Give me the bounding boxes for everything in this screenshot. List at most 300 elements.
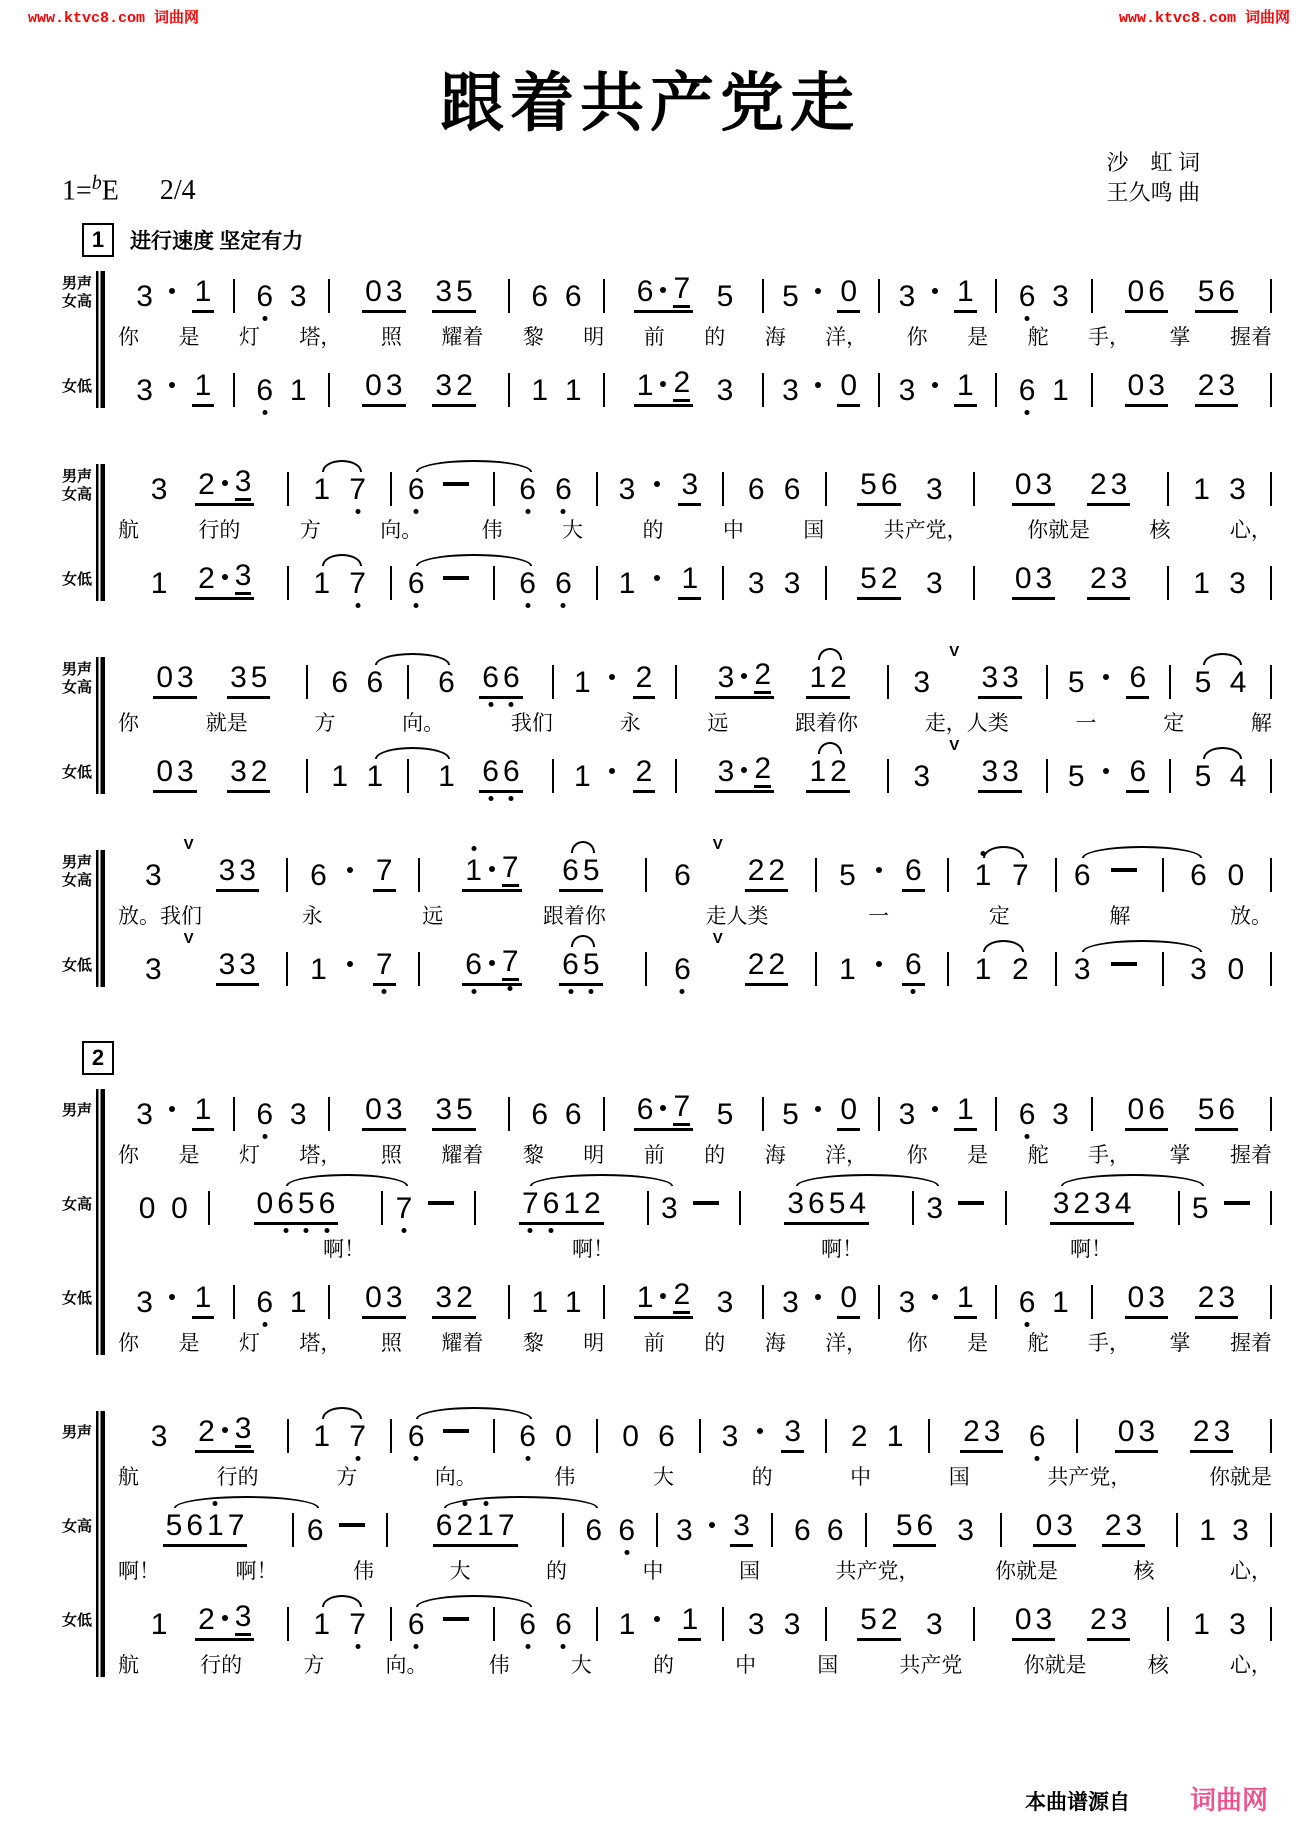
note-token: 1: [681, 1603, 699, 1637]
note-token: 6: [407, 1420, 425, 1454]
note-token: 6: [531, 1098, 549, 1132]
note-beam-group: [634, 1090, 693, 1131]
note-beam-group: [559, 948, 602, 986]
note-token: 6: [435, 1509, 453, 1543]
note-token: 3: [136, 374, 153, 408]
note-beam-group: [715, 752, 774, 793]
note-token: 1: [956, 1093, 974, 1127]
measure: [118, 1087, 233, 1134]
lyric-syllable: 你: [118, 711, 139, 736]
note-beam-group: [362, 1281, 405, 1319]
note-token: 3: [783, 1608, 801, 1642]
system-body: [30, 643, 1272, 796]
duration-dot: [660, 1293, 666, 1299]
duration-dash: [443, 1617, 469, 1621]
note-token: 1: [313, 1608, 331, 1642]
note-beam-group: [1012, 468, 1055, 506]
note-token: 5: [860, 468, 877, 502]
lyric-syllable: 大: [570, 1653, 592, 1678]
note-beam-group: [1050, 1187, 1135, 1225]
lyric-syllable: 共产党: [899, 1653, 963, 1678]
lyric-syllable: 塔，: [299, 1331, 342, 1356]
duration-dot: [1103, 674, 1109, 680]
note-beam-group: [153, 661, 196, 699]
key-signature: [62, 172, 196, 207]
duration-dot: [347, 961, 353, 967]
note-token: 3: [661, 1192, 678, 1226]
note-token: 3: [1229, 1608, 1246, 1642]
measure: [701, 1409, 825, 1456]
note-token: 6: [794, 1514, 811, 1548]
note-token: 1: [150, 1608, 168, 1642]
voice-label-text: 男声: [61, 468, 92, 485]
note-token: 0: [1117, 1415, 1135, 1449]
lyric-syllable: 向。: [402, 711, 445, 736]
note-token: 6: [256, 1098, 274, 1132]
system-body: [30, 462, 1272, 603]
lyric-syllable: 伟: [353, 1559, 374, 1584]
lyric-syllable: 大: [562, 518, 584, 543]
note-token: 6: [1218, 275, 1236, 309]
duration-dash: [1224, 1201, 1250, 1205]
note-token: 3: [136, 1098, 153, 1132]
duration-dot: [932, 1294, 938, 1300]
measure: [118, 1503, 292, 1550]
bar-line: [1270, 279, 1272, 313]
note-beam-group: [1125, 369, 1168, 407]
note-token: 6: [826, 1514, 844, 1548]
measure: [598, 462, 722, 509]
note-token: 3: [1218, 1281, 1236, 1315]
note-token: 6: [905, 854, 922, 888]
duration-dot: [222, 574, 228, 580]
note-beam-group: [745, 948, 788, 986]
measure: [677, 749, 887, 796]
note-token: 6: [674, 859, 691, 893]
lyric-syllable: 远: [422, 904, 444, 929]
measure: [118, 1597, 287, 1644]
note-token: 2: [830, 661, 847, 695]
note-beam-group: [1102, 1509, 1145, 1547]
duration-dot: [660, 287, 666, 293]
lyric-syllable: 耀着: [441, 325, 484, 350]
voice-label-text: 女高: [61, 872, 92, 889]
note-token: 1: [289, 374, 307, 408]
note-token: 3: [230, 661, 247, 695]
note-beam-group: [715, 658, 774, 699]
watermark-top-left: www.ktvc8.com 词曲网: [28, 10, 200, 27]
score-systems: [0, 223, 1300, 1679]
lyric-syllable: 照: [380, 1143, 402, 1168]
note-token: 3: [435, 1281, 453, 1315]
measure: [1093, 1087, 1270, 1134]
lyrics-cells: [118, 1649, 1272, 1679]
note-token: 6: [256, 280, 274, 314]
lyric-syllable: 你: [906, 325, 928, 350]
lyric-syllable: 你: [906, 1331, 928, 1356]
note-token: 6: [542, 1187, 560, 1221]
measure: [817, 848, 947, 895]
note-token: 3: [1002, 661, 1019, 695]
note-token: 6: [562, 854, 579, 888]
note-token: 3: [1002, 755, 1019, 789]
note-beam-group: [195, 1600, 254, 1641]
breath-mark-icon: V: [712, 930, 723, 948]
note-token: 3: [1035, 1603, 1053, 1637]
note-token: 2: [198, 1603, 215, 1637]
duration-dash: [443, 482, 469, 486]
note-beam-group: [1190, 1415, 1233, 1453]
duration-dot: [347, 867, 353, 873]
watermark-top-right: www.ktvc8.com 词曲网: [1118, 10, 1290, 27]
note-beam-group: [678, 562, 701, 600]
note-token: 0: [1127, 1281, 1145, 1315]
measure: [817, 942, 947, 989]
note-token: 0: [840, 275, 858, 309]
note-token: 7: [375, 948, 393, 982]
note-token: 3: [177, 661, 194, 695]
note-token: 1: [886, 1420, 904, 1454]
bar-line: [1270, 1607, 1272, 1641]
note-beam-group: [781, 1415, 804, 1453]
note-token: 3: [150, 473, 168, 507]
bar-line: [1270, 858, 1272, 892]
note-beam-group: [519, 1187, 604, 1225]
note-beam-group: [216, 854, 259, 892]
lyric-syllable: 握着: [1229, 1331, 1272, 1356]
note-token: 7: [375, 854, 393, 888]
note-token: 5: [582, 948, 600, 982]
note-token: 3: [385, 369, 403, 403]
measure: [330, 1087, 507, 1134]
lyric-syllable: 我们: [510, 711, 553, 736]
key-note: E: [101, 175, 119, 207]
note-token: 7: [349, 473, 366, 507]
note-token: 0: [1227, 953, 1245, 987]
measure: [880, 269, 995, 316]
duration-dot: [741, 767, 747, 773]
duration-dash: [339, 1523, 365, 1527]
measure: [330, 1275, 507, 1322]
measure: [997, 269, 1091, 316]
note-token: 2: [250, 755, 268, 789]
note-token: 3: [898, 374, 916, 408]
duration-dash: [443, 1429, 469, 1433]
bar-line: [1270, 1191, 1272, 1225]
note-token: 6: [331, 666, 348, 700]
note-token: 3: [289, 1098, 307, 1132]
note-token: 1: [1193, 567, 1210, 601]
measure: [764, 269, 879, 316]
lyric-syllable: 的: [704, 1143, 726, 1168]
lyric-syllable: 手，: [1088, 1143, 1131, 1168]
note-token: 6: [1018, 280, 1036, 314]
measure: [1002, 1503, 1176, 1550]
note-token: 1: [839, 953, 856, 987]
note-token: 3: [1110, 1603, 1128, 1637]
voice-label-text: 女高: [61, 293, 92, 310]
bar-line: [1270, 1419, 1272, 1453]
note-beam-group: [192, 369, 215, 407]
note-beam-group: [678, 468, 701, 506]
lyric-syllable: 航: [118, 518, 139, 543]
note-token: 0: [1127, 1093, 1145, 1127]
measure: [1078, 1409, 1270, 1456]
note-token: 3: [898, 1098, 916, 1132]
note-beam-group: [633, 661, 656, 699]
note-token: 6: [555, 473, 572, 507]
lyric-syllable: 啊！: [323, 1237, 365, 1262]
note-token: 6: [808, 1187, 825, 1221]
note-beam-group: [559, 854, 602, 892]
note-token: 3: [1056, 1509, 1074, 1543]
duration-dash: [1111, 962, 1137, 966]
voice-label-text: 女低: [61, 571, 92, 588]
note-beam-group: [163, 1509, 248, 1547]
lyric-syllable: 国: [803, 518, 825, 543]
note-token: 3: [747, 1608, 765, 1642]
lyric-syllable: 掌: [1169, 1331, 1191, 1356]
note-token: 3: [1229, 567, 1246, 601]
duration-dash: [443, 576, 469, 580]
note-token: 1: [956, 369, 974, 403]
source-label: 本曲谱源自: [1024, 1790, 1130, 1814]
note-token: 2: [198, 562, 215, 596]
note-token: 3: [1110, 562, 1128, 596]
note-token: 5: [828, 1187, 846, 1221]
lyric-syllable: 你就是: [995, 1559, 1058, 1584]
lyrics-cells: [118, 1327, 1272, 1357]
measure: [388, 1503, 562, 1550]
lyric-syllable: 解: [1109, 904, 1131, 929]
note-token: 1: [1193, 473, 1210, 507]
note-token: 3: [717, 755, 735, 789]
slur-arc: [530, 1174, 673, 1186]
note-token: 0: [840, 369, 858, 403]
lyric-syllable: 耀着: [441, 1143, 484, 1168]
measure: [118, 363, 233, 410]
note-beam-group: [432, 1093, 475, 1131]
note-token: 2: [1197, 1281, 1215, 1315]
slur-arc: [571, 935, 596, 947]
note-token: 6: [1148, 1093, 1165, 1127]
lyric-syllable: 是: [967, 325, 989, 350]
notation-line: [30, 1409, 1272, 1456]
notation-line: [30, 1087, 1272, 1134]
measure: [827, 1409, 928, 1456]
lyric-syllable: 明: [583, 325, 605, 350]
note-token: 1: [331, 760, 348, 794]
note-token: 1: [974, 953, 992, 987]
note-token: 3: [925, 1608, 943, 1642]
measure: [598, 556, 722, 603]
notation-line: [30, 1181, 1272, 1228]
lyric-syllable: 大: [652, 1465, 674, 1490]
note-token: 3: [1035, 562, 1053, 596]
note-token: 0: [1127, 369, 1145, 403]
note-token: 0: [622, 1420, 639, 1454]
voice-label-text: 女低: [61, 1612, 92, 1629]
notation-line: [30, 363, 1272, 410]
notation-line: [30, 269, 1272, 316]
note-token: 1: [1193, 1608, 1210, 1642]
note-token: 2: [830, 755, 847, 789]
note-token: 5: [782, 1098, 799, 1132]
note-token: 3: [1073, 953, 1091, 987]
note-token: 6: [407, 1608, 425, 1642]
note-beam-group: [784, 1187, 869, 1225]
note-beam-group: [254, 1187, 339, 1225]
note-token: 3: [385, 1281, 403, 1315]
lyric-syllable: 洋，: [825, 1331, 868, 1356]
duration-dot: [932, 288, 938, 294]
voice-label-text: 男声: [61, 1102, 92, 1119]
note-token: 3: [1125, 1509, 1143, 1543]
lyric-syllable: 前: [643, 325, 665, 350]
note-token: 3: [235, 1600, 252, 1636]
lyric-syllable: 是: [178, 325, 200, 350]
note-token: 3: [717, 661, 735, 695]
lyrics-cells: [118, 900, 1272, 930]
duration-dash: [1111, 868, 1137, 872]
lyric-syllable: 国: [739, 1559, 760, 1584]
breath-mark-icon: V: [183, 836, 194, 854]
voice-label-text: 女低: [61, 764, 92, 781]
system-body: [30, 836, 1272, 989]
note-token: 2: [1197, 369, 1215, 403]
measure: [724, 1597, 825, 1644]
note-token: 6: [1129, 755, 1147, 789]
note-token: 1: [563, 1187, 580, 1221]
note-beam-group: [745, 854, 788, 892]
site-logo[interactable]: 词曲网: [1189, 1786, 1268, 1815]
bar-line: [1270, 1513, 1272, 1547]
note-token: 3: [784, 1415, 802, 1449]
lyric-syllable: 的: [704, 325, 726, 350]
measure: [1093, 269, 1270, 316]
note-token: 5: [165, 1509, 183, 1543]
measure: [288, 848, 418, 895]
note-token: 5: [297, 1187, 315, 1221]
note-token: 5: [456, 275, 473, 309]
note-token: 0: [1014, 562, 1032, 596]
measure: [510, 1087, 604, 1134]
note-token: 1: [1052, 374, 1069, 408]
note-token: 3: [144, 953, 162, 987]
lyric-syllable: 啊！: [118, 1559, 160, 1584]
lyric-syllable: 行的: [198, 518, 241, 543]
measure: [914, 1181, 1004, 1228]
lyric-syllable: 跟着你: [542, 904, 606, 929]
lyric-syllable: 心，: [1229, 1653, 1272, 1678]
note-beam-group: [1195, 1281, 1238, 1319]
lyrics-line: [30, 1233, 1272, 1263]
lyrics-line: [30, 1139, 1272, 1169]
note-token: 1: [465, 854, 482, 888]
lyric-syllable: 是: [967, 1143, 989, 1168]
voice-label: [30, 378, 92, 396]
lyric-syllable: 你: [906, 1143, 928, 1168]
note-beam-group: [1087, 562, 1130, 600]
measure: [647, 836, 815, 895]
measure: [235, 1087, 329, 1134]
note-token: 7: [349, 1608, 366, 1642]
measure: [1093, 363, 1270, 410]
measure: [235, 269, 329, 316]
note-token: 6: [916, 1509, 934, 1543]
note-token: 3: [1218, 369, 1236, 403]
note-beam-group: [1125, 1093, 1168, 1131]
note-beam-group: [153, 755, 196, 793]
lyric-syllable: 永: [619, 711, 641, 736]
voice-label-text: 女高: [61, 1518, 92, 1535]
note-token: 6: [1190, 859, 1207, 893]
lyric-syllable: 海: [764, 1331, 786, 1356]
lyric-syllable: 你: [118, 325, 139, 350]
duration-dot: [932, 1106, 938, 1112]
measure: [118, 930, 286, 989]
lyric-syllable: 放。我们: [118, 904, 202, 929]
note-token: 6: [482, 755, 499, 789]
note-token: 1: [681, 562, 699, 596]
note-token: 0: [138, 1192, 156, 1226]
slur-arc: [174, 1496, 319, 1508]
note-token: 6: [564, 1098, 582, 1132]
note-token: 1: [574, 760, 591, 794]
voice-label-text: 女高: [61, 679, 92, 696]
note-token: 7: [349, 1420, 366, 1454]
note-token: 1: [564, 374, 582, 408]
note-token: 1: [956, 275, 974, 309]
note-token: 1: [438, 760, 455, 794]
note-token: 6: [519, 1420, 536, 1454]
note-beam-group: [479, 755, 522, 793]
lyric-syllable: 定: [1163, 711, 1185, 736]
measure: [605, 269, 761, 316]
note-token: 3: [1052, 1098, 1069, 1132]
note-token: 7: [673, 272, 690, 308]
note-token: 1: [809, 755, 827, 789]
voice-label-text: 女低: [61, 1290, 92, 1307]
note-token: 6: [482, 661, 499, 695]
note-token: 2: [198, 468, 215, 502]
note-token: 5: [1197, 1093, 1215, 1127]
lyric-syllable: 你: [118, 1143, 139, 1168]
duration-dot: [876, 961, 882, 967]
measure: [649, 1181, 739, 1228]
note-token: 3: [957, 1514, 974, 1548]
measure: [118, 836, 286, 895]
notation-line: [30, 836, 1272, 895]
measure: [764, 1087, 879, 1134]
lyric-syllable: 核: [1147, 1653, 1169, 1678]
composer-credit: 王久鸣 曲: [1106, 179, 1200, 205]
lyric-syllable: 航: [118, 1653, 139, 1678]
measure: [510, 269, 604, 316]
note-token: 6: [519, 567, 536, 601]
note-token: 1: [194, 1093, 212, 1127]
note-token: 1: [531, 374, 549, 408]
note-token: 0: [1035, 1509, 1053, 1543]
lyric-syllable: 的: [652, 1653, 674, 1678]
note-token: 5: [860, 562, 877, 596]
note-token: 3: [435, 275, 453, 309]
note-token: 6: [880, 468, 898, 502]
note-beam-group: [1087, 1603, 1130, 1641]
note-beam-group: [192, 1093, 215, 1131]
slur-arc: [286, 1174, 408, 1186]
note-token: 1: [636, 369, 654, 403]
